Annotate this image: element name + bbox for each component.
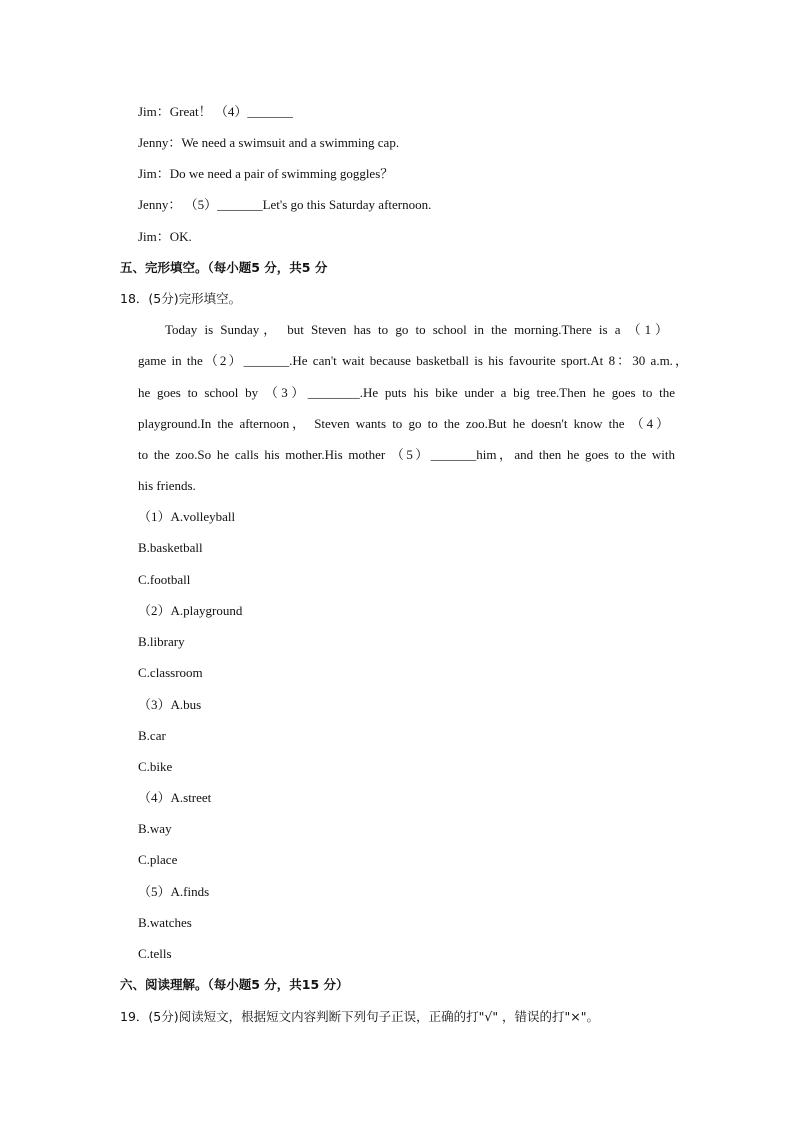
option-item: （2）A.playground bbox=[138, 603, 243, 618]
dialogue-line: Jenny：We need a swimsuit and a swimming cap. bbox=[138, 135, 400, 150]
option-item: B.watches bbox=[138, 915, 192, 930]
option-item: （4）A.street bbox=[138, 790, 212, 805]
option-item: B.way bbox=[138, 821, 172, 836]
passage-line: to the zoo.So he calls his mother.His mother （5）_______him，and then he goes to the with bbox=[138, 447, 675, 462]
option-item: B.library bbox=[138, 634, 185, 649]
section-heading: 五、完形填空。（每小题5 分，共5 分 bbox=[120, 260, 328, 275]
section-heading: 六、阅读理解。（每小题5 分，共15 分） bbox=[120, 977, 349, 992]
option-item: B.car bbox=[138, 728, 166, 743]
option-item: C.tells bbox=[138, 946, 172, 961]
passage-line: his friends. bbox=[138, 478, 196, 493]
option-item: C.place bbox=[138, 852, 178, 867]
option-item: （1）A.volleyball bbox=[138, 509, 236, 524]
dialogue-line: Jim：OK. bbox=[138, 229, 192, 244]
passage-line: playground.In the afternoon， Steven wants to go to the zoo.But he doesn't know the （4） bbox=[138, 416, 669, 431]
option-item: C.football bbox=[138, 572, 191, 587]
option-item: B.basketball bbox=[138, 540, 203, 555]
dialogue-line: Jenny： （5）_______Let's go this Saturday afternoon. bbox=[138, 197, 432, 212]
dialogue-line: Jim：Do we need a pair of swimming goggles？ bbox=[138, 166, 394, 181]
dialogue-line: Jim：Great！ （4）_______ bbox=[138, 104, 293, 119]
passage-line: he goes to school by （3）________.He puts his bike under a big tree.Then he goes to the bbox=[138, 385, 675, 400]
passage-line: game in the（2）_______.He can't wait because basketball is his favourite sport.At 8：30 a.m.， bbox=[138, 353, 688, 368]
question-title: 18．(5分)完形填空。 bbox=[120, 291, 242, 306]
option-item: （5）A.finds bbox=[138, 884, 210, 899]
passage-line: Today is Sunday， but Steven has to go to school in the morning.There is a （1） bbox=[165, 322, 668, 337]
question-title: 19．(5分)阅读短文，根据短文内容判断下列句子正误，正确的打"√" ，错误的打"×"。 bbox=[120, 1009, 600, 1024]
option-item: （3）A.bus bbox=[138, 697, 202, 712]
option-item: C.classroom bbox=[138, 665, 203, 680]
option-item: C.bike bbox=[138, 759, 173, 774]
